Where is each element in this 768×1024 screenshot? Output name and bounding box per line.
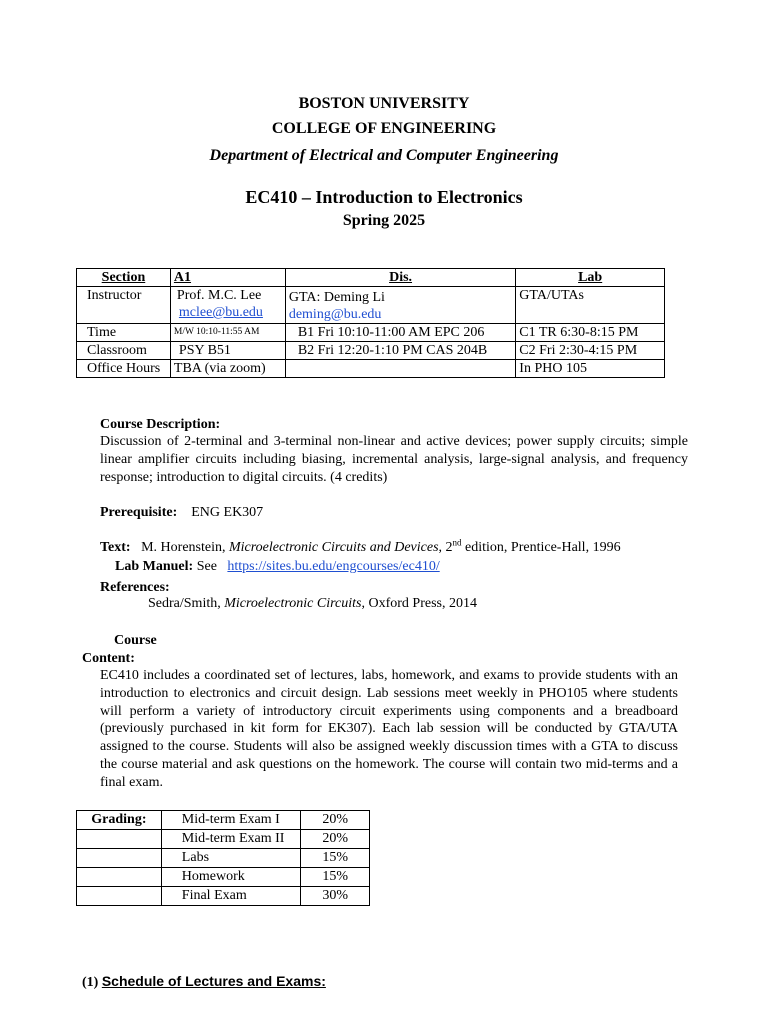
- grading-item: Mid-term Exam I: [161, 811, 301, 830]
- header-a1: A1: [170, 269, 285, 287]
- section-1-heading: [82, 973, 326, 991]
- table-row: [77, 868, 370, 887]
- grading-weight: 15%: [301, 849, 370, 868]
- references-publisher: , Oxford Press, 2014: [361, 596, 477, 611]
- table-row: [77, 830, 370, 849]
- instructor-name: Prof. M.C. Lee: [176, 288, 262, 303]
- lab-manual-line: [115, 559, 440, 575]
- course-term: Spring 2025: [342, 212, 426, 229]
- textbook-edition-sup: nd: [452, 537, 462, 548]
- row-label-instructor: Instructor: [77, 287, 171, 324]
- row-label-time: Time: [77, 324, 171, 342]
- lab-staff: GTA/UTAs: [516, 287, 665, 324]
- textbook-line: [100, 537, 621, 556]
- grading-item: Final Exam: [161, 887, 301, 906]
- table-row: [77, 342, 665, 360]
- section-1-number: (1): [82, 975, 99, 990]
- lab-c1: C1 TR 6:30-8:15 PM: [516, 324, 665, 342]
- section-1-title: Schedule of Lectures and Exams:: [101, 973, 326, 989]
- textbook-publisher: edition, Prentice-Hall, 1996: [461, 540, 621, 555]
- header-lab: Lab: [516, 269, 665, 287]
- grading-item: Labs: [161, 849, 301, 868]
- office-hours: TBA (via zoom): [170, 360, 285, 378]
- textbook-title: Microelectronic Circuits and Devices: [228, 540, 439, 555]
- grading-weight: 20%: [301, 811, 370, 830]
- gta-cell: [285, 287, 515, 324]
- lecture-classroom: PSY B51: [170, 342, 285, 360]
- grading-empty-cell: [77, 849, 162, 868]
- office-hours-dis: [285, 360, 515, 378]
- gta-email[interactable]: deming@bu.edu: [288, 307, 382, 322]
- references-label: References:: [100, 580, 170, 595]
- grading-weight: 15%: [301, 868, 370, 887]
- content-label-line1: Course: [114, 633, 157, 648]
- table-row: [77, 360, 665, 378]
- description-text: Discussion of 2-terminal and 3-terminal non-linear and active devices; power supply circuits; simple linear amplifier circuits including biasing, incremental analysis, large-signal analysis, and frequency response; introduction to digital circuits. (4 credits): [100, 434, 688, 485]
- grading-item: Mid-term Exam II: [161, 830, 301, 849]
- header-dis: Dis.: [285, 269, 515, 287]
- grading-empty-cell: [77, 887, 162, 906]
- header-section: Section: [77, 269, 171, 287]
- references-line: [148, 596, 477, 612]
- textbook-edition-num: , 2: [438, 540, 453, 555]
- table-row: [77, 849, 370, 868]
- table-header-row: [77, 269, 665, 287]
- prerequisite-line: [100, 505, 263, 521]
- description-heading: Course Description:: [100, 417, 221, 432]
- table-row: [77, 287, 665, 324]
- prerequisite-label: Prerequisite:: [100, 505, 178, 520]
- table-row: [77, 324, 665, 342]
- row-label-office-hours: Office Hours: [77, 360, 171, 378]
- course-title: EC410 – Introduction to Electronics: [245, 187, 523, 207]
- references-title: Microelectronic Circuits: [224, 596, 362, 611]
- discussion-b1: B1 Fri 10:10-11:00 AM EPC 206: [285, 324, 515, 342]
- lab-c2: C2 Fri 2:30-4:15 PM: [516, 342, 665, 360]
- instructor-email-link[interactable]: mclee@bu.edu: [178, 305, 263, 320]
- grading-empty-cell: [77, 830, 162, 849]
- college-name: COLLEGE OF ENGINEERING: [271, 120, 497, 137]
- grading-empty-cell: [77, 868, 162, 887]
- textbook-label: Text:: [100, 540, 131, 555]
- grading-weight: 30%: [301, 887, 370, 906]
- grading-label: Grading:: [77, 811, 162, 830]
- lab-manual-prefix: See: [196, 559, 217, 574]
- grading-weight: 20%: [301, 830, 370, 849]
- table-row: [77, 887, 370, 906]
- references-author: Sedra/Smith,: [148, 596, 221, 611]
- lecture-time: M/W 10:10-11:55 AM: [170, 324, 285, 342]
- row-label-classroom: Classroom: [77, 342, 171, 360]
- content-text: EC410 includes a coordinated set of lectures, labs, homework, and exams to provide students with an introduction to electronics and circuit design. Lab sessions meet weekly in PHO105 where students will perform a variety of introductory circuit experiments using components and a breadboard (previously purchased in kit form for EK307). Each lab session will be conducted by GTA/UTA assigned to the course. Students will also be assigned weekly discussion times with a GTA to discuss the course material and ask questions on the homework. The course will contain two mid-terms and a final exam.: [100, 668, 678, 790]
- textbook-author: M. Horenstein,: [141, 540, 226, 555]
- gta-name: GTA: Deming Li: [288, 290, 385, 305]
- grading-table: [76, 810, 370, 906]
- section-schedule-table: [76, 268, 665, 378]
- department-name: Department of Electrical and Computer Engineering: [209, 147, 559, 164]
- university-name: BOSTON UNIVERSITY: [298, 95, 470, 112]
- lab-manual-label: Lab Manuel:: [115, 559, 194, 574]
- content-label-line2: Content:: [82, 651, 135, 666]
- table-row: [77, 811, 370, 830]
- discussion-b2: B2 Fri 12:20-1:10 PM CAS 204B: [285, 342, 515, 360]
- prerequisite-value: ENG EK307: [191, 505, 264, 520]
- instructor-cell: [170, 287, 285, 324]
- lab-manual-link[interactable]: https://sites.bu.edu/engcourses/ec410/: [227, 559, 440, 574]
- grading-item: Homework: [161, 868, 301, 887]
- lab-office-hours: In PHO 105: [516, 360, 665, 378]
